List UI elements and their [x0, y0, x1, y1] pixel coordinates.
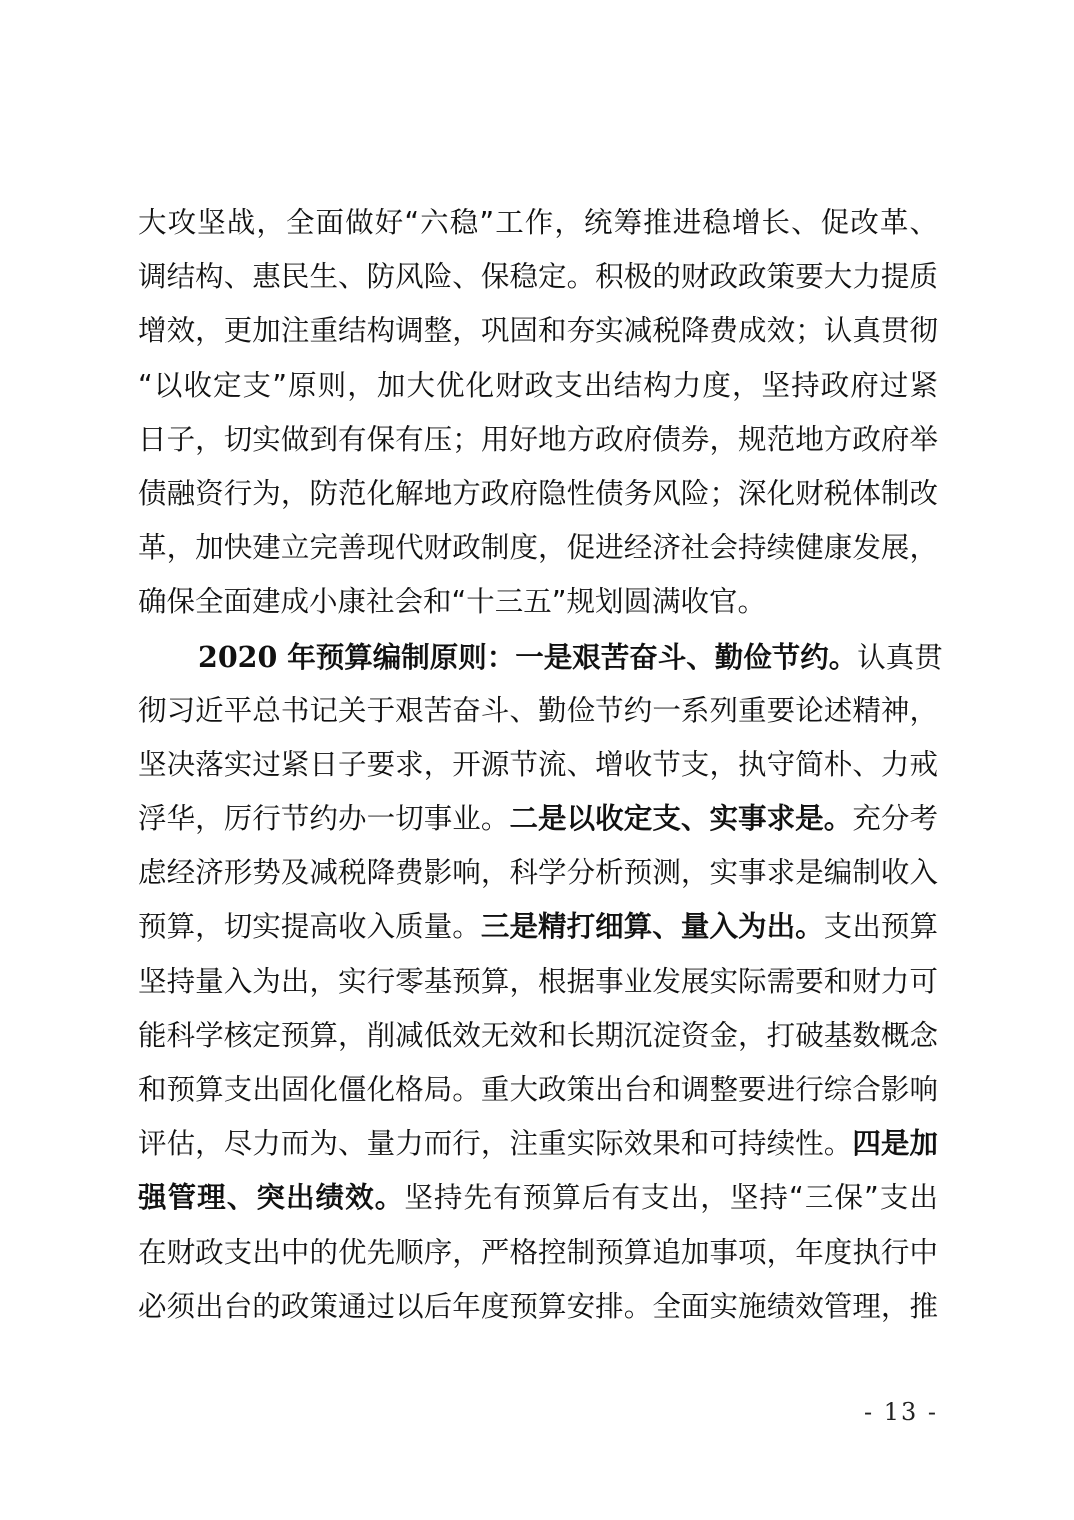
- bold-heading: 年预算编制原则：一是艰苦奋斗、勤俭节约。: [277, 640, 858, 674]
- bold-heading: 四是加: [852, 1127, 938, 1161]
- bold-heading: 三是精打细算、量入为出。: [480, 910, 824, 944]
- text-line: 债融资行为，防范化解地方政府隐性债务风险；深化财税体制改: [138, 476, 938, 510]
- bold-heading: 二是以收定支、实事求是。: [509, 802, 853, 836]
- text-line: 和预算支出固化僵化格局。重大政策出台和调整要进行综合影响: [138, 1073, 938, 1106]
- text-span: 认真贯: [857, 640, 943, 674]
- text-line: 能科学核定预算，削减低效无效和长期沉淀资金，打破基数概念: [138, 1018, 938, 1052]
- text-span: 支出预算: [823, 910, 938, 944]
- bold-heading: 强管理、突出绩效。: [138, 1181, 405, 1215]
- text-line: 大攻坚战，全面做好“六稳”工作，统筹推进稳增长、促改革、: [138, 206, 938, 239]
- text-line: [138, 900, 938, 954]
- paragraph-heading-line: [138, 630, 943, 684]
- year-number: 2020: [198, 639, 278, 674]
- text-line: 坚持量入为出，实行零基预算，根据事业发展实际需要和财力可: [138, 964, 938, 998]
- body-text: [138, 196, 943, 1334]
- text-span: 浮华，厉行节约办一切事业。: [138, 802, 510, 836]
- text-line: “以收定支”原则，加大优化财政支出结构力度，坚持政府过紧: [138, 368, 938, 402]
- text-line: 确保全面建成小康社会和“十三五”规划圆满收官。: [138, 585, 767, 619]
- text-line: 调结构、惠民生、防风险、保稳定。积极的财政政策要大力提质: [138, 260, 938, 294]
- page-number: - 13 -: [863, 1398, 938, 1426]
- text-span: 预算，切实提高收入质量。: [138, 910, 481, 944]
- text-line: 革，加快建立完善现代财政制度，促进经济社会持续健康发展，: [138, 531, 938, 565]
- text-line: 彻习近平总书记关于艰苦奋斗、勤俭节约一系列重要论述精神，: [138, 693, 938, 727]
- text-line: 必须出台的政策通过以后年度预算安排。全面实施绩效管理，推: [138, 1289, 938, 1323]
- text-line: 虑经济形势及减税降费影响，科学分析预测，实事求是编制收入: [138, 856, 938, 890]
- text-line: [138, 1117, 938, 1171]
- text-line: [138, 792, 938, 846]
- text-line: 在财政支出中的优先顺序，严格控制预算追加事项，年度执行中: [138, 1235, 938, 1269]
- text-line: 坚决落实过紧日子要求，开源节流、增收节支，执守简朴、力戒: [138, 747, 938, 781]
- text-span: 充分考: [852, 802, 938, 836]
- text-line: 日子，切实做到有保有压；用好地方政府债券，规范地方政府举: [138, 422, 938, 456]
- text-span: 评估，尽力而为、量力而行，注重实际效果和可持续性。: [138, 1127, 853, 1161]
- text-line: [138, 1171, 938, 1225]
- text-span: 坚持先有预算后有支出，坚持“三保”支出: [404, 1181, 938, 1215]
- text-line: 增效，更加注重结构调整，巩固和夯实减税降费成效；认真贯彻: [138, 314, 938, 348]
